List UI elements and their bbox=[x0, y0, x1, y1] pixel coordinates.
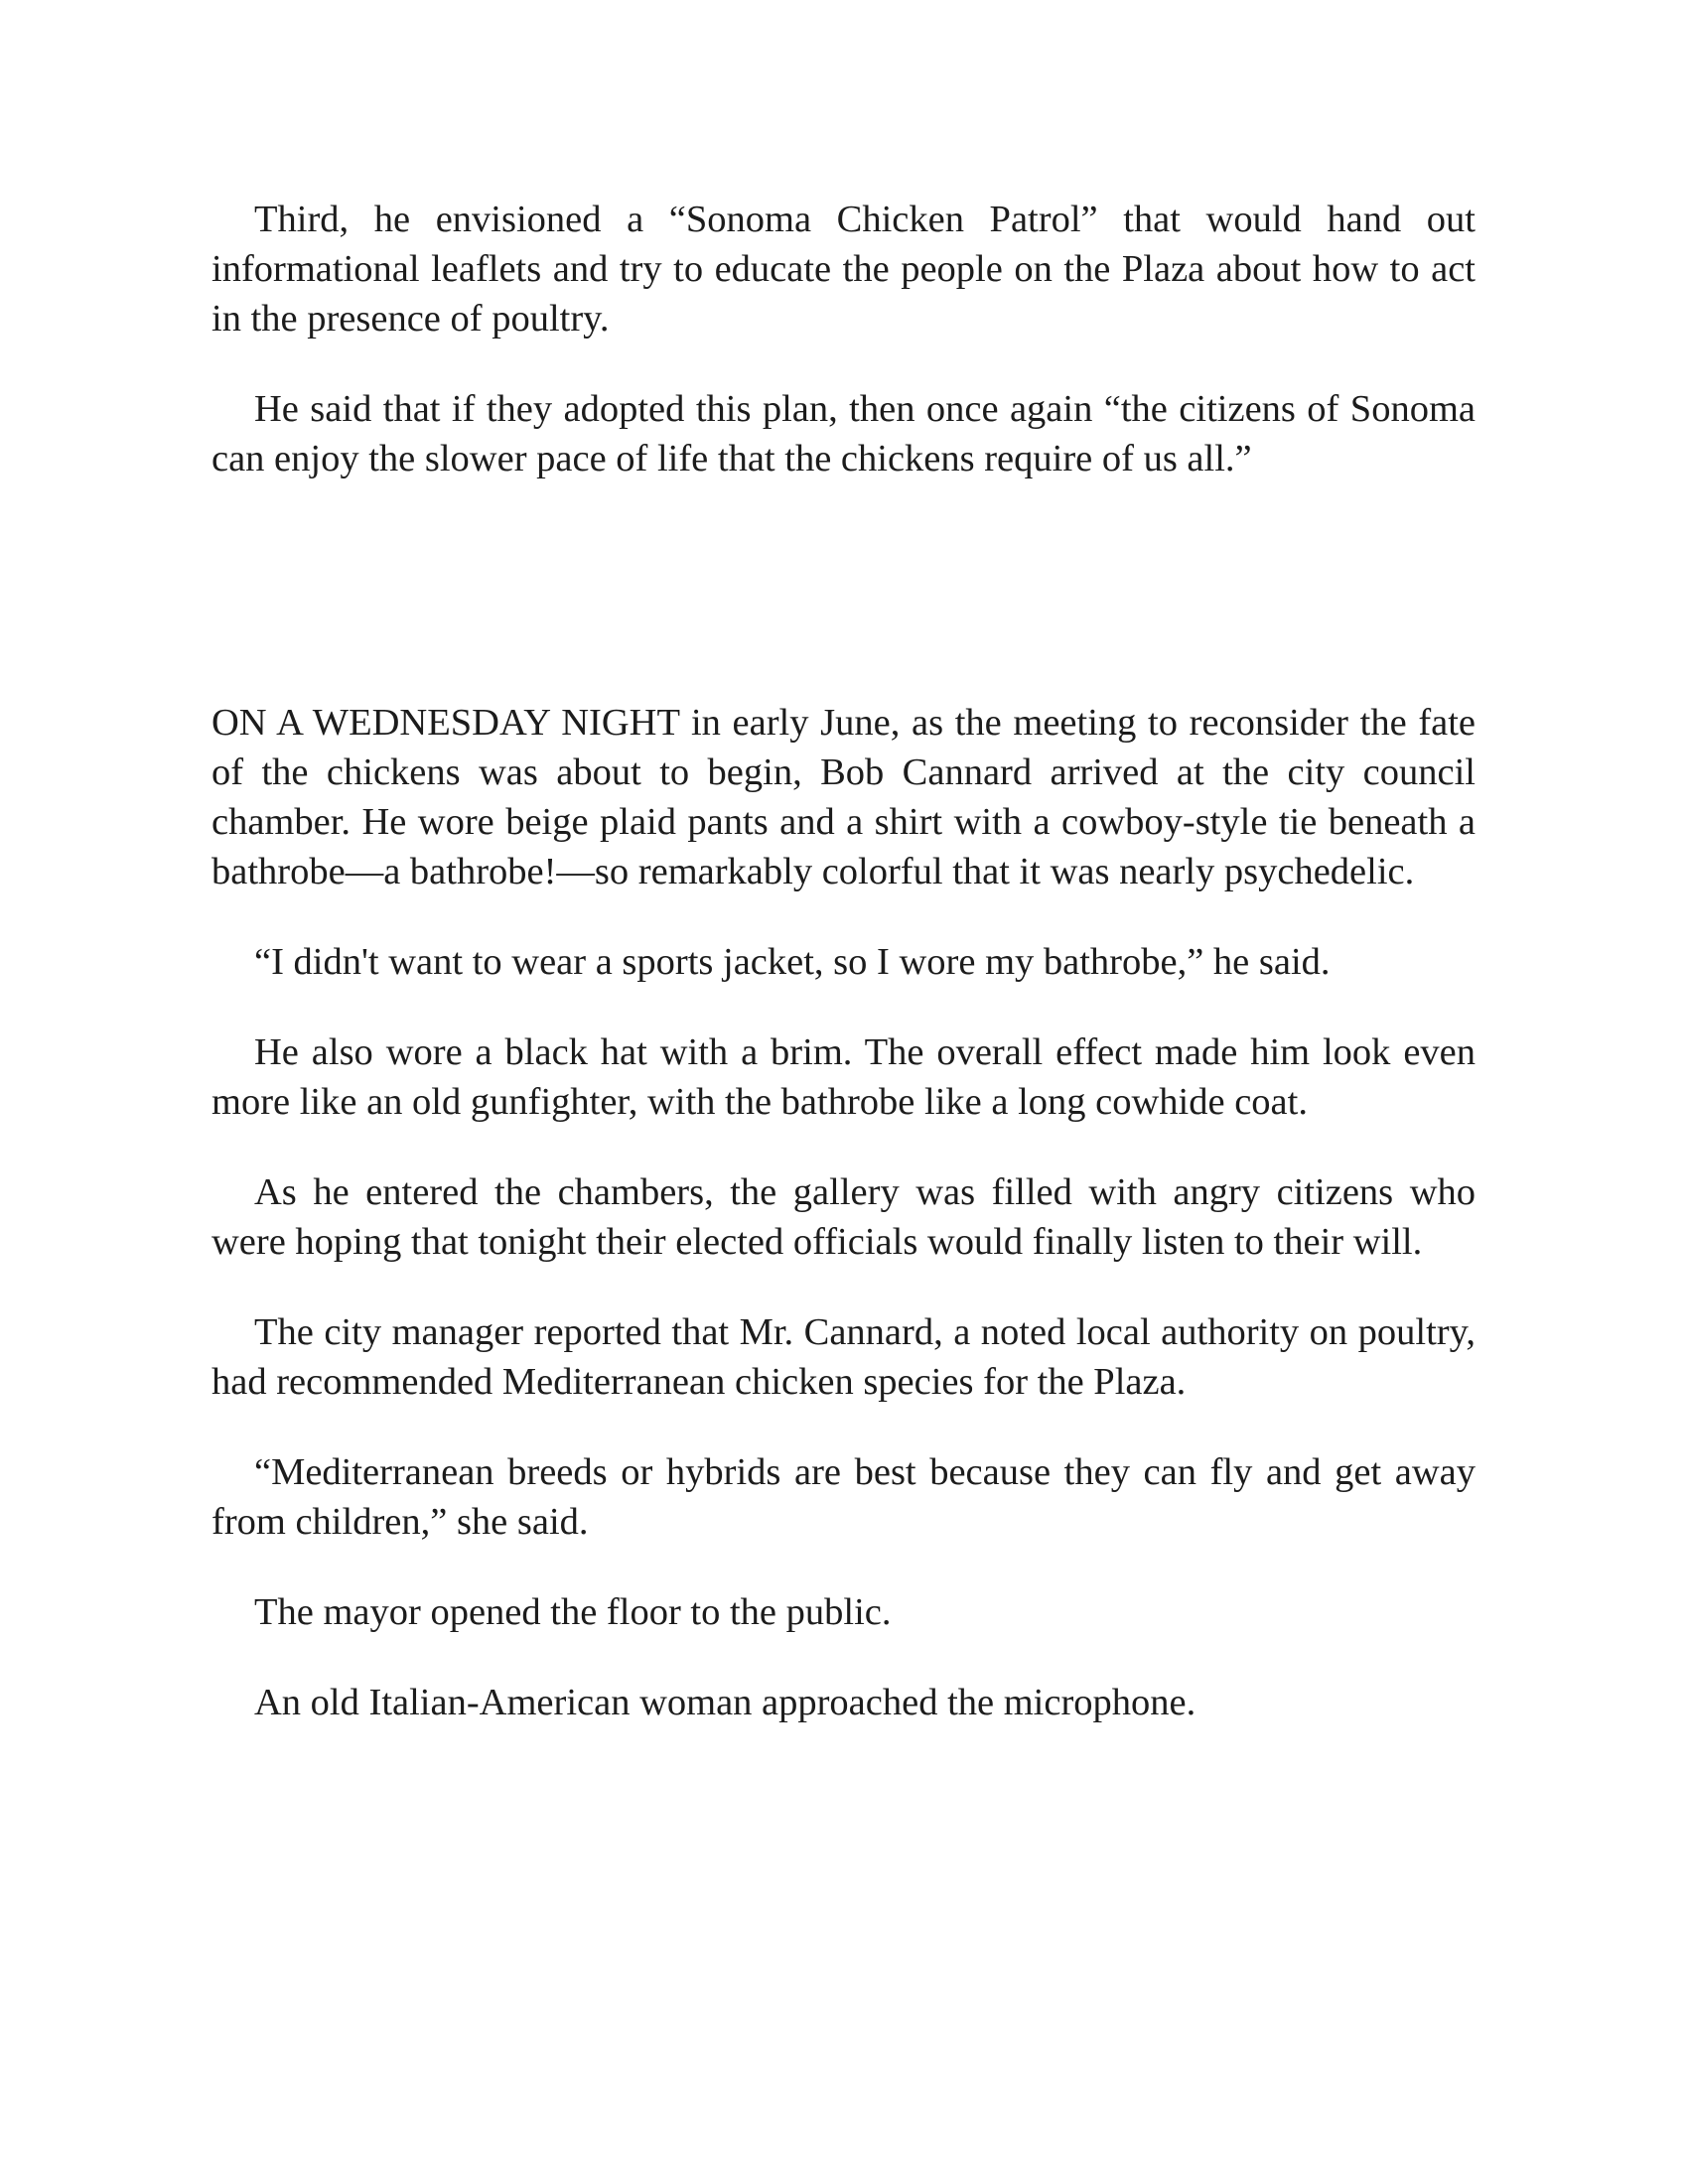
section-wednesday-meeting bbox=[211, 698, 1476, 1727]
paragraph: “I didn't want to wear a sports jacket, so I wore my bathrobe,” he said. bbox=[254, 941, 1331, 983]
paragraph: The city manager reported that Mr. Cannard, a noted local authority on poultry, had recommended Mediterranean chicken species for the Plaza. bbox=[211, 1311, 1476, 1403]
paragraph: The mayor opened the floor to the public. bbox=[254, 1591, 892, 1633]
section-chicken-patrol bbox=[211, 195, 1476, 483]
opening-paragraph-text: in early June, as the meeting to reconsider the fate of the chickens was about to begin, Bob Cannard arrived at the city council chamber. He wore beige plaid pants and a shirt with a cowboy-style tie beneath a bathrobe—a bathrobe!—so remarkably colorful that it was nearly psychedelic. bbox=[211, 702, 1477, 892]
paragraph: He also wore a black hat with a brim. The overall effect made him look even more like an old gunfighter, with the bathrobe like a long cowhide coat. bbox=[211, 1031, 1476, 1123]
paragraph: “Mediterranean breeds or hybrids are best because they can fly and get away from children,” she said. bbox=[211, 1451, 1476, 1543]
paragraph: He said that if they adopted this plan, then once again “the citizens of Sonoma can enjoy the slower pace of life that the chickens require of us all.” bbox=[211, 388, 1476, 479]
paragraph: As he entered the chambers, the gallery was filled with angry citizens who were hoping that tonight their elected officials would finally listen to their will. bbox=[211, 1171, 1476, 1263]
paragraph: Third, he envisioned a “Sonoma Chicken Patrol” that would hand out informational leaflets and try to educate the people on the Plaza about how to act in the presence of poultry. bbox=[211, 199, 1476, 340]
paragraph: An old Italian-American woman approached the microphone. bbox=[254, 1682, 1196, 1723]
section-opening-paragraph bbox=[211, 698, 1476, 896]
document-page bbox=[211, 195, 1476, 1727]
section-lead-in: ON A WEDNESDAY NIGHT bbox=[211, 702, 680, 744]
